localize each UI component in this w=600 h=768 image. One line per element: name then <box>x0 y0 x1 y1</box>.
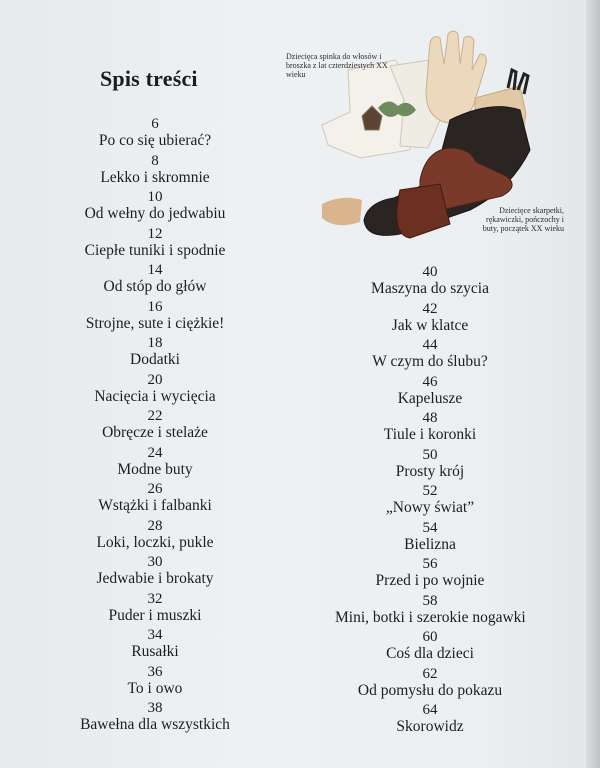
page-spine-shadow <box>586 0 600 768</box>
toc-entry <box>60 700 250 737</box>
toc-page-number: 24 <box>147 444 163 461</box>
toc-entry <box>60 153 250 190</box>
toc-entry <box>60 554 250 591</box>
toc-entry <box>335 520 525 557</box>
toc-page-number: 10 <box>147 189 163 205</box>
toc-page-number: 32 <box>147 590 163 607</box>
toc-page-number: 58 <box>422 592 438 609</box>
toc-chapter-title: Prosty krój <box>395 462 465 480</box>
toc-entry <box>335 264 525 301</box>
toc-entry <box>335 629 525 666</box>
toc-chapter-title: Obręcze i stelaże <box>102 424 208 441</box>
toc-entry <box>335 447 525 484</box>
brown-shoe-2 <box>397 184 450 238</box>
toc-entry <box>335 301 525 338</box>
toc-entry <box>60 481 250 518</box>
toc-chapter-title: Maszyna do szycia <box>371 280 489 297</box>
toc-chapter-title: To i owo <box>127 679 183 697</box>
toc-chapter-title: Nacięcia i wycięcia <box>94 387 216 405</box>
toc-entry <box>335 556 525 593</box>
toc-chapter-title: Ciepłe tuniki i spodnie <box>84 241 226 259</box>
toc-chapter-title: Lekko i skromnie <box>100 168 210 186</box>
toc-chapter-title: Wstążki i falbanki <box>98 497 212 514</box>
toc-entry <box>60 189 250 226</box>
toc-page-number: 48 <box>422 410 438 426</box>
toc-chapter-title: Tiule i koronki <box>383 426 477 443</box>
toc-page-number: 56 <box>422 556 438 572</box>
toc-chapter-title: Dodatki <box>130 351 180 368</box>
beige-foot <box>322 198 362 225</box>
toc-chapter-title: Od pomysłu do pokazu <box>357 681 503 699</box>
toc-chapter-title: Modne buty <box>117 460 193 478</box>
toc-chapter-title: Bielizna <box>404 535 456 553</box>
toc-page-number: 36 <box>147 663 163 680</box>
toc-chapter-title: Po co się ubierać? <box>98 132 212 149</box>
toc-entry <box>60 372 250 409</box>
toc-chapter-title: Kapelusze <box>397 389 463 407</box>
toc-entry <box>60 262 250 299</box>
toc-chapter-title: Bawełna dla wszystkich <box>80 716 230 733</box>
toc-page-number: 50 <box>422 446 438 463</box>
toc-chapter-title: Coś dla dzieci <box>386 645 474 662</box>
toc-chapter-title: Rusałki <box>131 643 179 660</box>
toc-entry <box>335 374 525 411</box>
caption-bottom: Dziecięce skarpetki, rękawiczki, pończochy i buty, początek XX wieku <box>482 206 564 233</box>
toc-page-number: 8 <box>151 152 159 169</box>
toc-page-number: 6 <box>151 116 159 132</box>
toc-page-number: 26 <box>147 481 163 497</box>
toc-page-number: 60 <box>422 629 438 645</box>
toc-chapter-title: Od wełny do jedwabiu <box>84 205 226 222</box>
toc-entry <box>60 445 250 482</box>
toc-page-number: 34 <box>147 627 163 643</box>
toc-page-number: 18 <box>147 335 163 351</box>
toc-page-number: 54 <box>422 519 438 536</box>
toc-page-number: 46 <box>422 373 438 390</box>
toc-chapter-title: Strojne, sute i ciężkie! <box>85 314 225 332</box>
caption-top: Dziecięca spinka do włosów i broszka z lat czterdziestych XX wieku <box>286 52 388 79</box>
toc-entry <box>335 702 525 739</box>
toc-chapter-title: Puder i muszki <box>108 606 202 624</box>
toc-page-number: 52 <box>422 483 438 499</box>
toc-entry <box>60 408 250 445</box>
toc-page-number: 42 <box>422 300 438 317</box>
toc-page-number: 40 <box>422 264 438 280</box>
toc-entry <box>60 226 250 263</box>
toc-page-number: 64 <box>422 702 438 718</box>
toc-page-number: 22 <box>147 408 163 424</box>
toc-page-number: 20 <box>147 371 163 388</box>
toc-column-right <box>335 264 525 739</box>
toc-chapter-title: Przed i po wojnie <box>375 572 485 589</box>
toc-entry <box>335 337 525 374</box>
toc-chapter-title: Loki, loczki, pukle <box>96 533 214 551</box>
toc-page-number: 62 <box>422 665 438 682</box>
toc-page-number: 30 <box>147 554 163 570</box>
toc-chapter-title: Skorowidz <box>396 718 464 735</box>
toc-page-number: 12 <box>147 225 163 242</box>
toc-entry <box>335 410 525 447</box>
toc-page-number: 28 <box>147 517 163 534</box>
toc-entry <box>335 593 525 630</box>
toc-entry <box>60 335 250 372</box>
toc-entry <box>60 664 250 701</box>
toc-entry <box>60 116 250 153</box>
toc-entry <box>335 666 525 703</box>
toc-chapter-title: W czym do ślubu? <box>372 353 488 370</box>
toc-page-number: 38 <box>147 700 163 716</box>
page-title: Spis treści <box>100 66 198 91</box>
toc-page-number: 14 <box>147 262 163 278</box>
toc-chapter-title: Mini, botki i szerokie nogawki <box>335 608 526 626</box>
toc-entry <box>60 591 250 628</box>
toc-chapter-title: Jak w klatce <box>391 316 469 334</box>
toc-entry <box>60 627 250 664</box>
toc-page-number: 44 <box>422 337 438 353</box>
toc-page-number: 16 <box>147 298 163 315</box>
toc-chapter-title: „Nowy świat” <box>385 499 475 516</box>
toc-entry <box>60 299 250 336</box>
toc-column-left <box>60 116 250 737</box>
toc-entry <box>335 483 525 520</box>
toc-entry <box>60 518 250 555</box>
toc-chapter-title: Od stóp do głów <box>103 278 207 295</box>
toc-chapter-title: Jedwabie i brokaty <box>96 570 214 587</box>
